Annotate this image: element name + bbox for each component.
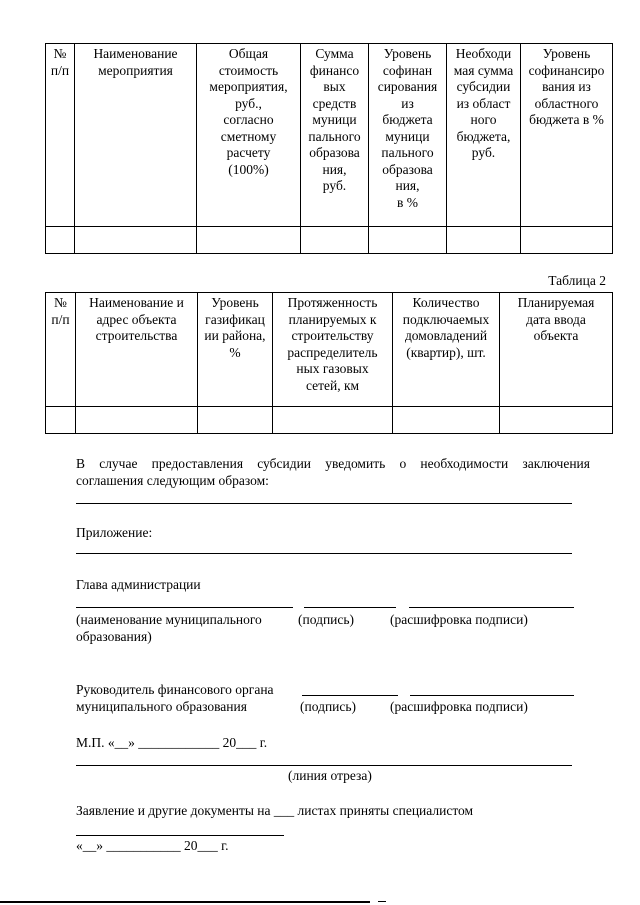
header-cell-total-cost: Общая стоимость мероприятия, руб., согласно сметному расчету (100%) [197,44,301,227]
fin-caption-signature: (подпись) [300,699,357,714]
table-row [46,407,613,434]
head-caption-signature: (подпись) [298,612,355,627]
page-bottom-mark [378,901,386,902]
header-cell-commission-date: Планируемая дата ввода объекта [500,293,613,407]
funding-table [45,43,613,254]
header-cell-gas-level: Уровень газификац ии района, % [198,293,273,407]
accept-date-line[interactable]: «__» ___________ 20___ г. [76,838,229,853]
head-caption-name2: образования) [76,629,152,644]
attachment-label: Приложение: [76,525,153,540]
seal-date-line[interactable]: М.П. «__» ____________ 20___ г. [76,735,268,750]
table-cell[interactable] [301,227,369,254]
header-cell-households: Количество подключаемых домовладений (квартир), шт. [393,293,500,407]
subsidy-text-line2: соглашения следующим образом: [76,473,269,488]
fin-signature-line[interactable] [302,695,398,696]
head-caption-name: (наименование муниципального [76,612,262,627]
table-cell[interactable] [273,407,393,434]
table-cell[interactable] [46,227,75,254]
header-cell-network-length: Протяженность планируемых к строительству распределитель ных газовых сетей, км [273,293,393,407]
fin-label-line2: муниципального образования [76,699,247,714]
table-cell[interactable] [46,407,76,434]
subsidy-fill-line[interactable] [76,503,572,504]
table-cell[interactable] [197,227,301,254]
table-cell[interactable] [500,407,613,434]
cut-line-label: (линия отреза) [288,768,372,783]
header-cell-number: № п/п [46,293,76,407]
fin-decoding-line[interactable] [410,695,574,696]
header-cell-object-name: Наименование и адрес объекта строительства [76,293,198,407]
table-cell[interactable] [447,227,521,254]
table-row [46,227,613,254]
header-cell-event-name: Наименование мероприятия [75,44,197,227]
table2-caption: Таблица 2 [548,273,606,288]
funding-table-header [46,44,613,227]
subsidy-text-line1: В случае предоставления субсидии уведомить о необходимости заключения [76,456,590,471]
fin-caption-decoding: (расшифровка подписи) [390,699,528,714]
head-label: Глава администрации [76,577,201,592]
table-cell[interactable] [369,227,447,254]
header-cell-municipal-level: Уровень софинан сирования из бюджета муници пального образова ния, в % [369,44,447,227]
page-bottom-rule [0,901,370,903]
attachment-fill-line[interactable] [76,553,572,554]
table-cell[interactable] [393,407,500,434]
head-name-line[interactable] [76,607,293,608]
table-cell[interactable] [521,227,613,254]
table-cell[interactable] [76,407,198,434]
construction-table [45,292,613,434]
specialist-fill-line[interactable] [76,835,284,836]
head-decoding-line[interactable] [409,607,574,608]
head-signature-line[interactable] [304,607,396,608]
header-cell-regional-level: Уровень софинансиро вания из областного бюджета в % [521,44,613,227]
table-cell[interactable] [75,227,197,254]
cut-line [76,765,572,766]
head-caption-decoding: (расшифровка подписи) [390,612,528,627]
fin-label-line1: Руководитель финансового органа [76,682,274,697]
construction-table-header [46,293,613,407]
header-cell-municipal-sum: Сумма финансо вых средств муници пального образова ния, руб. [301,44,369,227]
table-cell[interactable] [198,407,273,434]
header-cell-number: № п/п [46,44,75,227]
header-cell-regional-subsidy: Необходи мая сумма субсидии из област ного бюджета, руб. [447,44,521,227]
docs-accepted-text: Заявление и другие документы на ___ листах приняты специалистом [76,803,474,818]
